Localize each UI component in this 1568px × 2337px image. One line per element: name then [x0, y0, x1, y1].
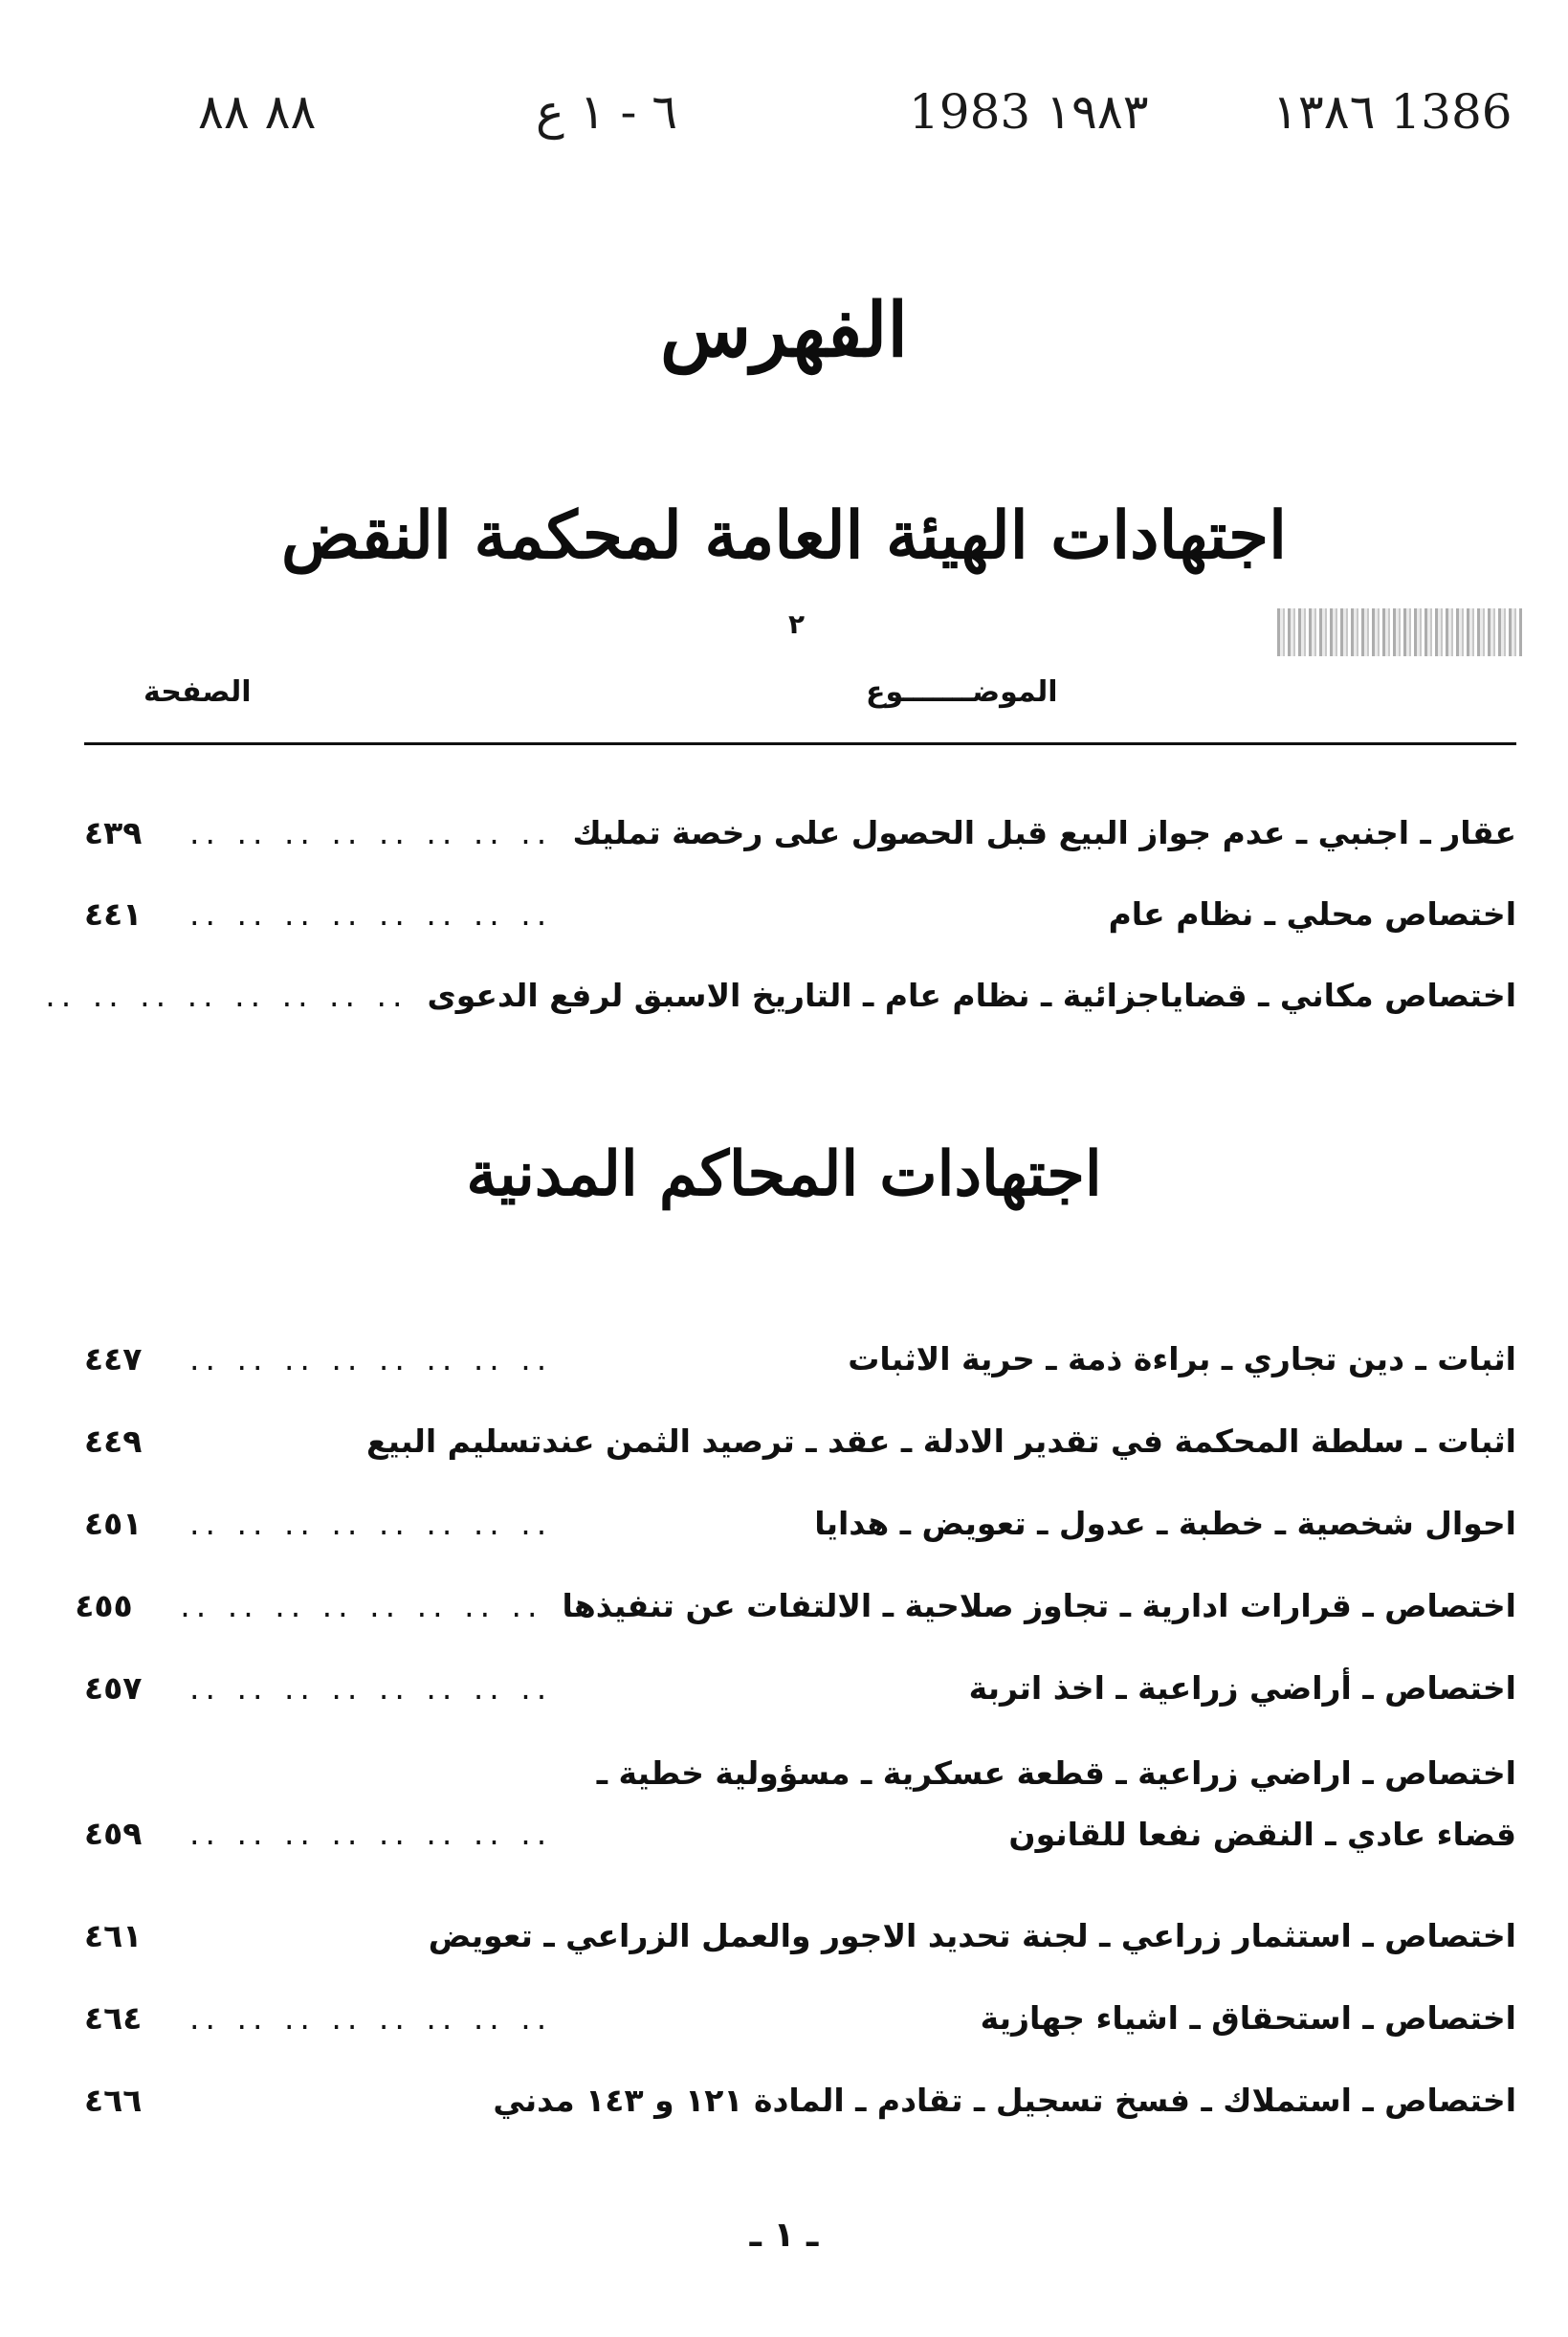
toc-entry [84, 885, 1516, 942]
leader-dots: .. .. .. .. .. .. .. .. [189, 1339, 553, 1378]
toc-entry [84, 1494, 1516, 1552]
handwritten-note-code: ٦ - ١ ع [536, 84, 678, 140]
toc-topic: احوال شخصية ـ خطبة ـ عدول ـ تعويض ـ هدايا [814, 1504, 1516, 1542]
toc-topic: اختصاص ـ استحقاق ـ اشياء جهازية [980, 1998, 1516, 2037]
toc-entry [84, 1741, 1516, 1865]
header-rule [84, 742, 1516, 745]
toc-topic: اختصاص ـ استملاك ـ فسخ تسجيل ـ تقادم ـ المادة ١٢١ و ١٤٣ مدني [493, 2081, 1516, 2119]
section-mark: ٢ [788, 608, 806, 640]
handwritten-note-left: ٨٨ ٨٨ [198, 84, 317, 140]
toc-entry [75, 1576, 1516, 1634]
leader-dots: .. .. .. .. .. .. .. .. [189, 894, 553, 933]
index-title: الفهرس [659, 287, 909, 374]
toc-page-number: ٤٣٩ [84, 813, 143, 851]
leader-dots: .. .. .. .. .. .. .. .. [189, 1668, 553, 1707]
leader-dots: .. .. .. .. .. .. .. .. [45, 976, 409, 1014]
handwritten-note-right: ١٣٨٦ 1386 [1272, 84, 1513, 140]
toc-topic: اختصاص ـ أراضي زراعية ـ اخذ اتربة [968, 1668, 1516, 1707]
scan-artifact [1277, 608, 1522, 656]
toc-page-number: ٤٤١ [84, 894, 143, 933]
toc-entry [84, 1989, 1516, 2046]
column-header-topic: الموضـــــــوع [866, 675, 1058, 709]
toc-page-number: ٤٦٦ [84, 2081, 143, 2119]
leader-dots: .. .. .. .. .. .. .. .. [189, 813, 553, 851]
toc-page-number: ٤٥٥ [75, 1586, 133, 1624]
toc-topic: اختصاص مكاني ـ قضاياجزائية ـ نظام عام ـ التاريخ الاسبق لرفع الدعوى [427, 976, 1516, 1014]
toc-page-number: ٤٤٩ [84, 1422, 143, 1460]
toc-page-number: ٤٥١ [84, 1504, 143, 1542]
toc-entry [84, 804, 1516, 861]
leader-dots: .. .. .. .. .. .. .. .. [189, 1504, 553, 1542]
toc-entry [84, 1907, 1516, 1964]
toc-page-number: ٤٥٧ [84, 1668, 143, 1707]
handwritten-note-year: 1983 ١٩٨٣ [909, 84, 1149, 140]
toc-topic: اختصاص ـ استثمار زراعي ـ لجنة تحديد الاجور والعمل الزراعي ـ تعويض [428, 1916, 1516, 1954]
toc-topic: عقار ـ اجنبي ـ عدم جواز البيع قبل الحصول على رخصة تمليك [572, 813, 1516, 851]
section-title-civil-courts: اجتهادات المحاكم المدنية [466, 1138, 1102, 1210]
toc-entry [84, 2071, 1516, 2128]
toc-page-number: ٤٤٧ [84, 1339, 143, 1378]
toc-topic: اثبات ـ سلطة المحكمة في تقدير الادلة ـ عقد ـ ترصيد الثمن عندتسليم البيع [365, 1422, 1516, 1460]
page-number: ـ ١ ـ [749, 2216, 819, 2255]
toc-page-number: ٤٥٩ [84, 1815, 143, 1852]
toc-page-number [0, 977, 26, 1014]
toc-entry [84, 1659, 1516, 1716]
leader-dots: .. .. .. .. .. .. .. .. [189, 1815, 553, 1852]
toc-topic: اختصاص ـ اراضي زراعية ـ قطعة عسكرية ـ مسؤولية خطية ـ قضاء عادي ـ النقض نفعا للقانون [596, 1754, 1516, 1853]
toc-page-number: ٤٦١ [84, 1916, 143, 1954]
toc-entry [84, 1412, 1516, 1469]
toc-topic: اثبات ـ دين تجاري ـ براءة ذمة ـ حرية الاثبات [848, 1339, 1516, 1378]
toc-topic: اختصاص محلي ـ نظام عام [1108, 894, 1516, 933]
leader-dots: .. .. .. .. .. .. .. .. [180, 1586, 543, 1624]
toc-page-number: ٤٦٤ [84, 1998, 143, 2037]
toc-entry [45, 966, 1516, 1024]
leader-dots: .. .. .. .. .. .. .. .. [189, 1998, 553, 2037]
toc-entry [84, 1330, 1516, 1387]
column-header-page: الصفحة [144, 675, 252, 709]
section-title-general-authority: اجتهادات الهيئة العامة لمحكمة النقض [281, 497, 1287, 574]
toc-topic: اختصاص ـ قرارات ادارية ـ تجاوز صلاحية ـ الالتفات عن تنفيذها [562, 1586, 1516, 1624]
